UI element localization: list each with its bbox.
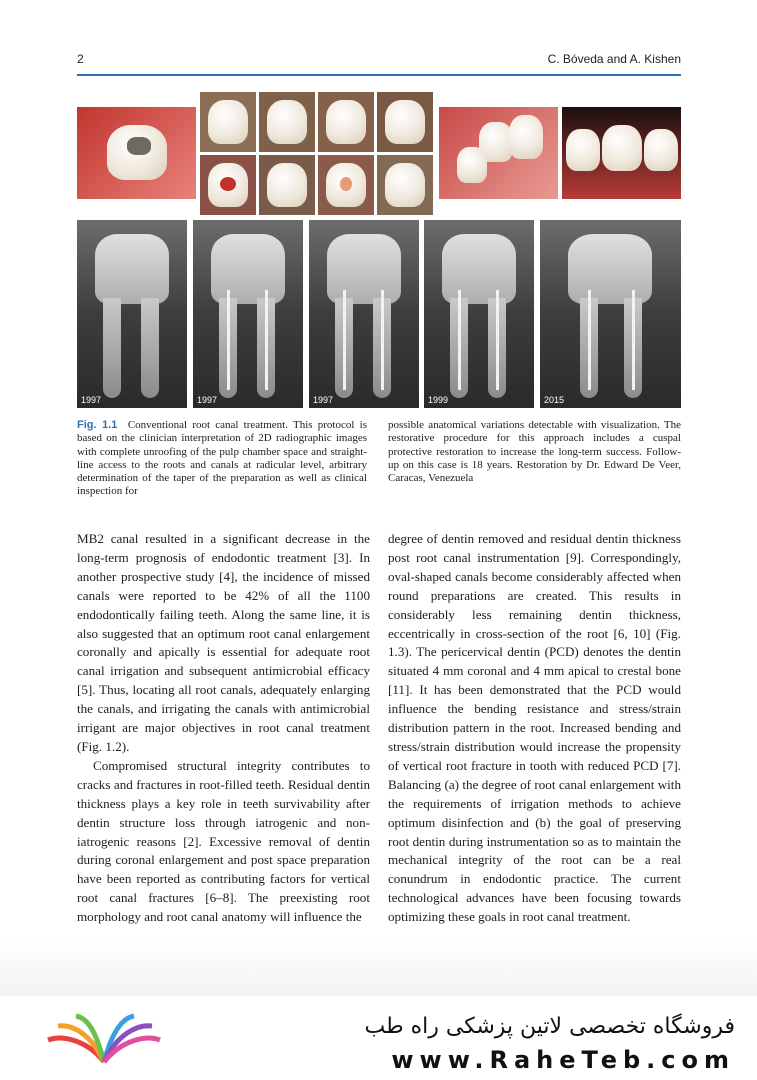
paragraph: MB2 canal resulted in a significant decrease in the long-term prognosis of endodontic treatment [3]. In another prospective study [4], the incidence of missed canals were reported to be 42% of all the 1100 endodontically failing teeth. Along the same line, it is also suggested that an optimum root canal enlargement coronally and apically is essential for adequate root canal irrigation and subsequent antimicrobial efficacy [5]. Thus, locating all root canals, adequately enlarging the canals, and irrigating the canals with antimicrobial irrigant are major objectives in root canal treatment (Fig. 1.2). — [77, 531, 370, 754]
radiograph-year: 1997 — [197, 395, 218, 405]
body-column-right — [388, 530, 681, 927]
shop-url: www.RaheTeb.com — [391, 1046, 735, 1074]
clinical-photo-step-1 — [200, 92, 256, 152]
clinical-photo-step-2 — [259, 92, 315, 152]
radiograph-3 — [309, 220, 419, 408]
caption-text-right: possible anatomical variations detectable with visualization. The restorative procedure for this approach includes a cuspal protective restoration to increase the long-term success. Follow-up on this case is 18 years. Restoration by Dr. Edward De Veer, Caracas, Venezuela — [388, 419, 681, 485]
radiograph-1 — [77, 220, 187, 408]
figure-label: Fig. 1.1 — [77, 419, 118, 431]
clinical-photo-step-7 — [318, 155, 374, 215]
radiograph-4 — [424, 220, 534, 408]
radiograph-year: 1997 — [81, 395, 102, 405]
radiograph-year: 1997 — [313, 395, 334, 405]
clinical-photo-step-4 — [377, 92, 433, 152]
paragraph: Compromised structural integrity contributes to cracks and fractures in root-filled teeth. Residual dentin thickness plays a key role in teeth survivability after dentin structure loss through iatrogenic and non-iatrogenic reasons [2]. Excessive removal of dentin during coronal enlargement and post space preparation have been reported as contributing factors for vertical root canal fractures [6–8]. The preexisting root morphology and root canal anatomy will influence the — [77, 757, 370, 925]
running-head-authors: C. Bóveda and A. Kishen — [547, 52, 681, 66]
page-number: 2 — [77, 52, 84, 66]
radiograph-5 — [540, 220, 681, 408]
clinical-photo-step-8 — [377, 155, 433, 215]
figure-caption-right — [388, 419, 681, 485]
clinical-photo-buccal — [439, 107, 558, 199]
radiograph-year: 2015 — [544, 395, 565, 405]
page-header — [77, 52, 681, 76]
body-column-left — [77, 530, 370, 927]
paragraph: degree of dentin removed and residual dentin thickness post root canal instrumentation [9]. Correspondingly, oval-shaped canals become considerably affected when round preparations are created. This results in considerably less remaining dentin thickness, eccentrically in cross-section of the root [6, 10] (Fig. 1.3). The pericervical dentin (PCD) denotes the dentin situated 4 mm coronal and 4 mm apical to crestal bone [11]. It has been demonstrated that the PCD would influence the bending resistance and stress/strain distribution pattern in the root. Increased bending and stress/strain distribution would increase the propensity of vertical root fracture in tooth with reduced PCD [7]. Balancing (a) the degree of root canal enlargement with the requirements of irrigation methods to achieve optimum disinfection and (b) the goal of preserving root dentin during instrumentation so as to maintain the mechanical integrity of the root can be a real conundrum in endodontic practice. The current technological advances have been focusing towards optimizing these goals in root canal treatment. — [388, 531, 681, 925]
clinical-photo-grid — [200, 92, 436, 218]
clinical-photo-step-3 — [318, 92, 374, 152]
page-fade — [0, 940, 757, 1000]
caption-text-left: Conventional root canal treatment. This protocol is based on the clinician interpretation of 2D radiographic images with complete unroofing of the pulp chamber space and straight-line access to the roots and canals at radicular level, arbitrary determination of the taper of the preparation as well as clinical inspection for — [77, 419, 367, 498]
radiograph-2 — [193, 220, 303, 408]
clinical-photo-occlusal — [77, 107, 196, 199]
radiograph-year: 1999 — [428, 395, 449, 405]
clinical-photo-restoration — [562, 107, 681, 199]
shop-name: فروشگاه تخصصی لاتین پزشکی راه طب — [364, 1014, 735, 1039]
book-logo-icon — [44, 1012, 164, 1067]
clinical-photo-step-6 — [259, 155, 315, 215]
figure-caption-left — [77, 419, 367, 499]
clinical-photo-step-5 — [200, 155, 256, 215]
